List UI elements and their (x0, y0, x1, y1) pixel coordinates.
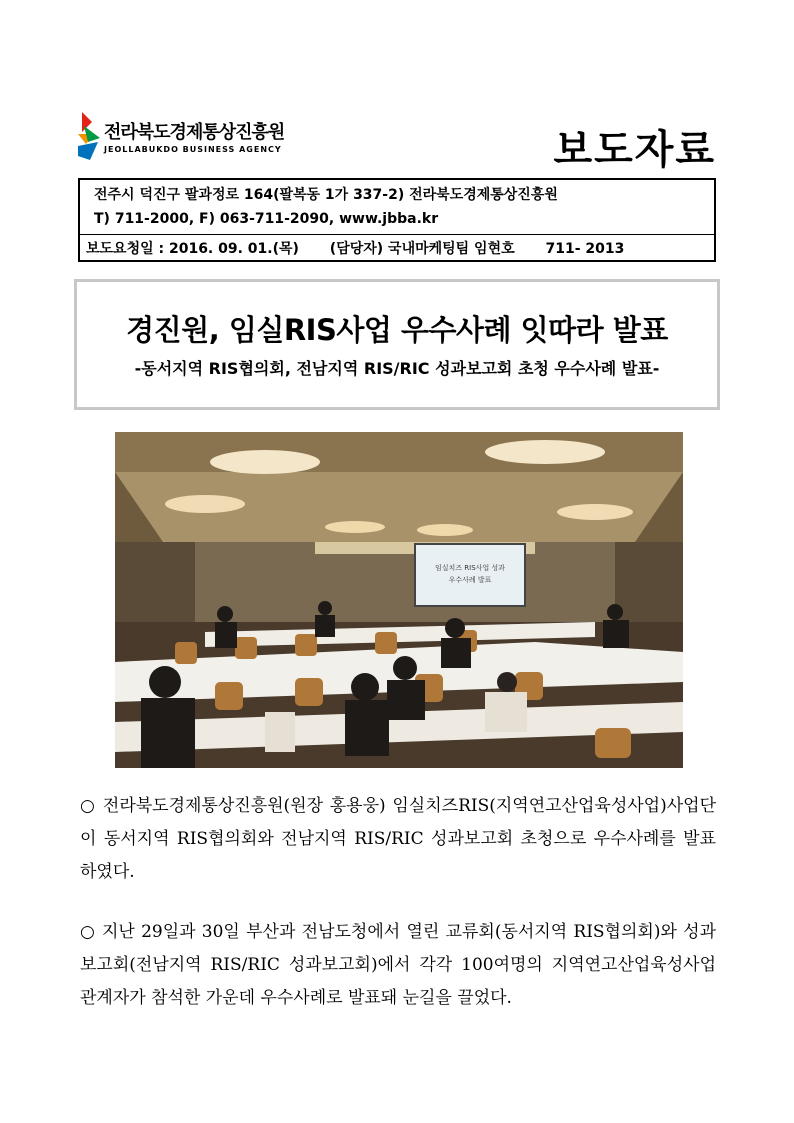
info-divider (80, 234, 714, 235)
screen-text-1: 임실치즈 RIS사업 성과 (435, 564, 505, 572)
document-type-title: 보도자료 (553, 127, 716, 173)
screen-text-2: 우수사례 발표 (448, 576, 492, 584)
request-date: 보도요청일 : 2016. 09. 01.(목) (86, 241, 299, 257)
address-line: 전주시 덕진구 팔과정로 164(팔복동 1가 337-2) 전라북도경제통상진흥원 (94, 187, 558, 203)
body-paragraph-1: ○ 전라북도경제통상진흥원(원장 홍용웅) 임실치즈RIS(지역연고산업육성사업)사업단이 동서지역 RIS협의회와 전남지역 RIS/RIC 성과보고회 초청으로 우수사례를 발표하였다. (80, 796, 716, 882)
headline-subtitle: -동서지역 RIS협의회, 전남지역 RIS/RIC 성과보고회 초청 우수사례 발표- (134, 359, 660, 378)
person-in-charge: (담당자) 국내마케팅팀 임현호 (329, 241, 515, 257)
agency-name-en: JEOLLABUKDO BUSINESS AGENCY (104, 145, 282, 154)
agency-logo (78, 112, 285, 162)
contact-info-box (78, 178, 716, 262)
agency-name: 전라북도경제통상진흥원 (104, 122, 285, 143)
headline-title: 경진원, 임실RIS사업 우수사례 잇따라 발표 (126, 313, 668, 347)
request-line (86, 238, 650, 258)
event-photo-illustration (115, 432, 683, 768)
contact-line: T) 711-2000, F) 063-711-2090, www.jbba.kr (94, 211, 439, 227)
event-photo (115, 432, 683, 768)
agency-logo-mark-icon (78, 112, 100, 160)
body-paragraph-2: ○ 지난 29일과 30일 부산과 전남도청에서 열린 교류회(동서지역 RIS협의회)와 성과보고회(전남지역 RIS/RIC 성과보고회)에서 각각 100여명의 지역연고산업육성사업 관계자가 참석한 가운데 우수사례로 발표돼 눈길을 끌었다. (80, 922, 716, 1008)
headline-box (74, 279, 720, 410)
phone-extension: 711- 2013 (545, 241, 625, 257)
